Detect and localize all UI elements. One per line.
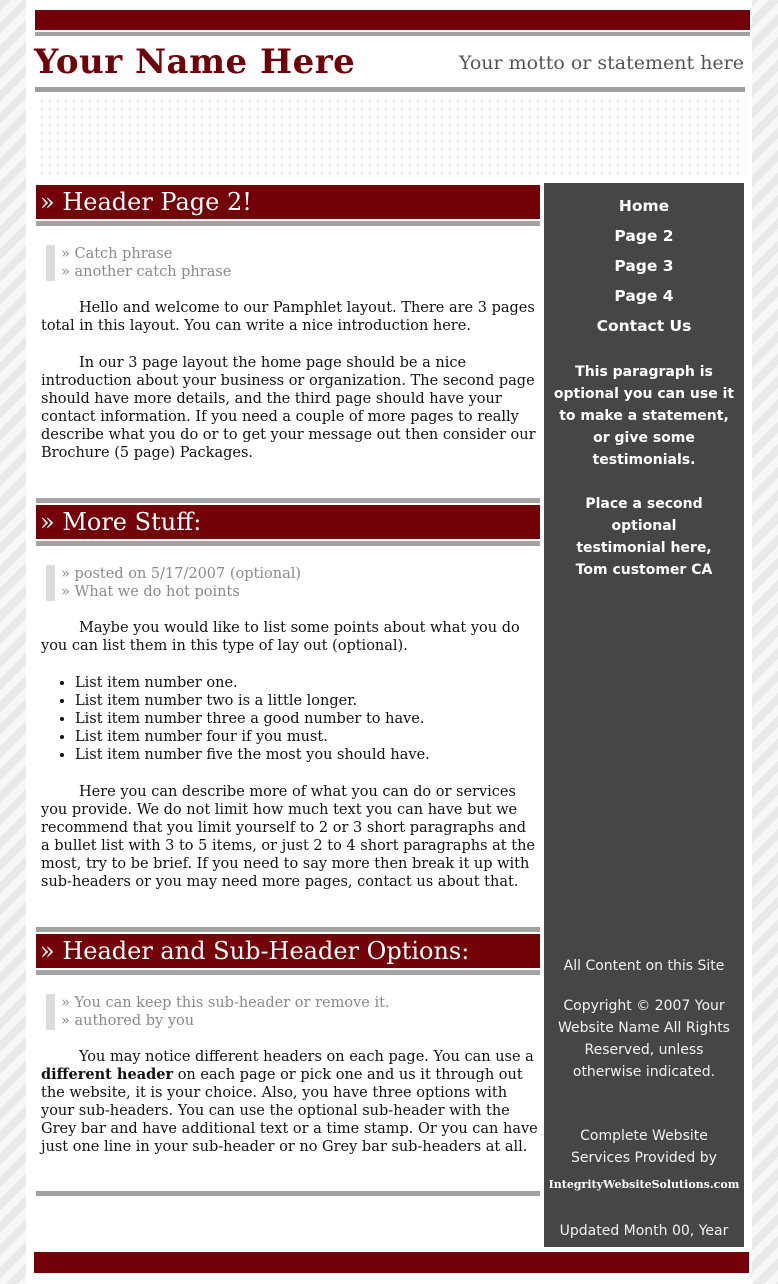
section-grey-rule — [36, 1191, 540, 1196]
list-item: • List item number five the most you should have. — [75, 746, 565, 764]
list-item: • List item number one. — [75, 674, 565, 692]
list-item: • List item number two is a little longer. — [75, 692, 565, 710]
body-paragraph: Maybe you would like to list some points about what you do you can list them in this type of lay out (optional). — [41, 620, 520, 654]
sidebar — [544, 183, 744, 1247]
sub-header-line: » Catch phrase — [61, 246, 173, 262]
site-name: Your Name Here — [34, 42, 356, 82]
testimonial-2-author: Tom customer CA — [575, 562, 713, 578]
section-title-more-stuff: » More Stuff: — [36, 505, 540, 539]
section-grey-rule — [36, 498, 540, 503]
list-item: • List item number three a good number to have. — [75, 710, 565, 728]
body-paragraph: In our 3 page layout the home page should be a nice introduction about your business or organization. The second page should have more details, and the third page should have your contact information. If you need a couple of more pages to really describe what you do or to get your message out then consider our Brochure (5 page) Packages. — [41, 355, 536, 461]
top-grey-rule — [35, 32, 750, 36]
paragraph-bold-text: different header — [41, 1066, 174, 1083]
nav-link-home[interactable]: Home — [618, 197, 670, 215]
sub-header — [46, 994, 390, 1030]
testimonial-2 — [544, 493, 744, 581]
sub-header-line: » What we do hot points — [61, 584, 240, 600]
body-paragraph: Hello and welcome to our Pamphlet layout. There are 3 pages total in this layout. You can write a nice introduction here. — [41, 300, 535, 334]
body-paragraph: Here you can describe more of what you can do or services you provide. We do not limit how much text you can have but we recommend that you limit yourself to 2 or 3 short paragraphs and a bullet list with 3 to 5 items, or just 2 to 4 short paragraphs at the most, try to be brief. If you need to say more then break it up with sub-headers or you may need more pages, contact us about that. — [41, 784, 535, 890]
nav-link-page-3[interactable]: Page 3 — [614, 257, 674, 275]
sub-header — [46, 565, 301, 601]
list-item: • List item number four if you must. — [75, 728, 565, 746]
paragraph-text: You may notice different headers on each page. You can use a — [79, 1049, 534, 1065]
testimonial-1: This paragraph is optional you can use it to make a statement, or give some testimonials. — [553, 364, 735, 468]
body-paragraph — [41, 1048, 538, 1156]
nav-link-page-2[interactable]: Page 2 — [614, 227, 674, 245]
bullet-list — [41, 674, 565, 764]
footer-services: Complete Website Services Provided by — [571, 1128, 717, 1166]
testimonial-2-text: Place a second optional testimonial here, — [576, 496, 712, 556]
sub-header-line: » You can keep this sub-header or remove it. — [61, 995, 390, 1011]
section-grey-rule — [36, 221, 540, 226]
section-title-header-options: » Header and Sub-Header Options: — [36, 934, 540, 968]
section-grey-rule — [36, 970, 540, 975]
paragraph-text: on each page or pick one and us it through out the website, it is your choice. Also, you have three options with your sub-headers. You can use the optional sub-header with the Grey bar and have additional text or a time stamp. Or you can have just one line in your sub-header or no Grey bar sub-headers at all. — [41, 1067, 538, 1155]
footer-brand-link[interactable]: IntegrityWebsiteSolutions.com — [548, 1178, 740, 1191]
header-grey-rule — [35, 87, 745, 92]
sidebar-nav — [544, 191, 744, 341]
site-motto: Your motto or statement here — [458, 52, 744, 74]
nav-link-page-4[interactable]: Page 4 — [614, 287, 674, 305]
section-grey-rule — [36, 927, 540, 932]
sub-header-line: » another catch phrase — [61, 264, 232, 280]
section-title-header-page-2: » Header Page 2! — [36, 185, 540, 219]
sub-header — [46, 245, 231, 281]
dotted-banner — [38, 97, 746, 177]
footer-content-notice: All Content on this Site — [563, 958, 725, 974]
sub-header-line: » authored by you — [61, 1013, 195, 1029]
nav-link-contact-us[interactable]: Contact Us — [596, 317, 692, 335]
bottom-accent-bar — [34, 1252, 749, 1273]
footer-copyright: Copyright © 2007 Your Website Name All Rights Reserved, unless otherwise indicated. — [558, 998, 730, 1080]
footer-updated: Updated Month 00, Year — [559, 1223, 729, 1239]
top-accent-bar — [35, 10, 750, 30]
page — [26, 0, 752, 1284]
sub-header-line: » posted on 5/17/2007 (optional) — [61, 566, 302, 582]
section-grey-rule — [36, 541, 540, 546]
